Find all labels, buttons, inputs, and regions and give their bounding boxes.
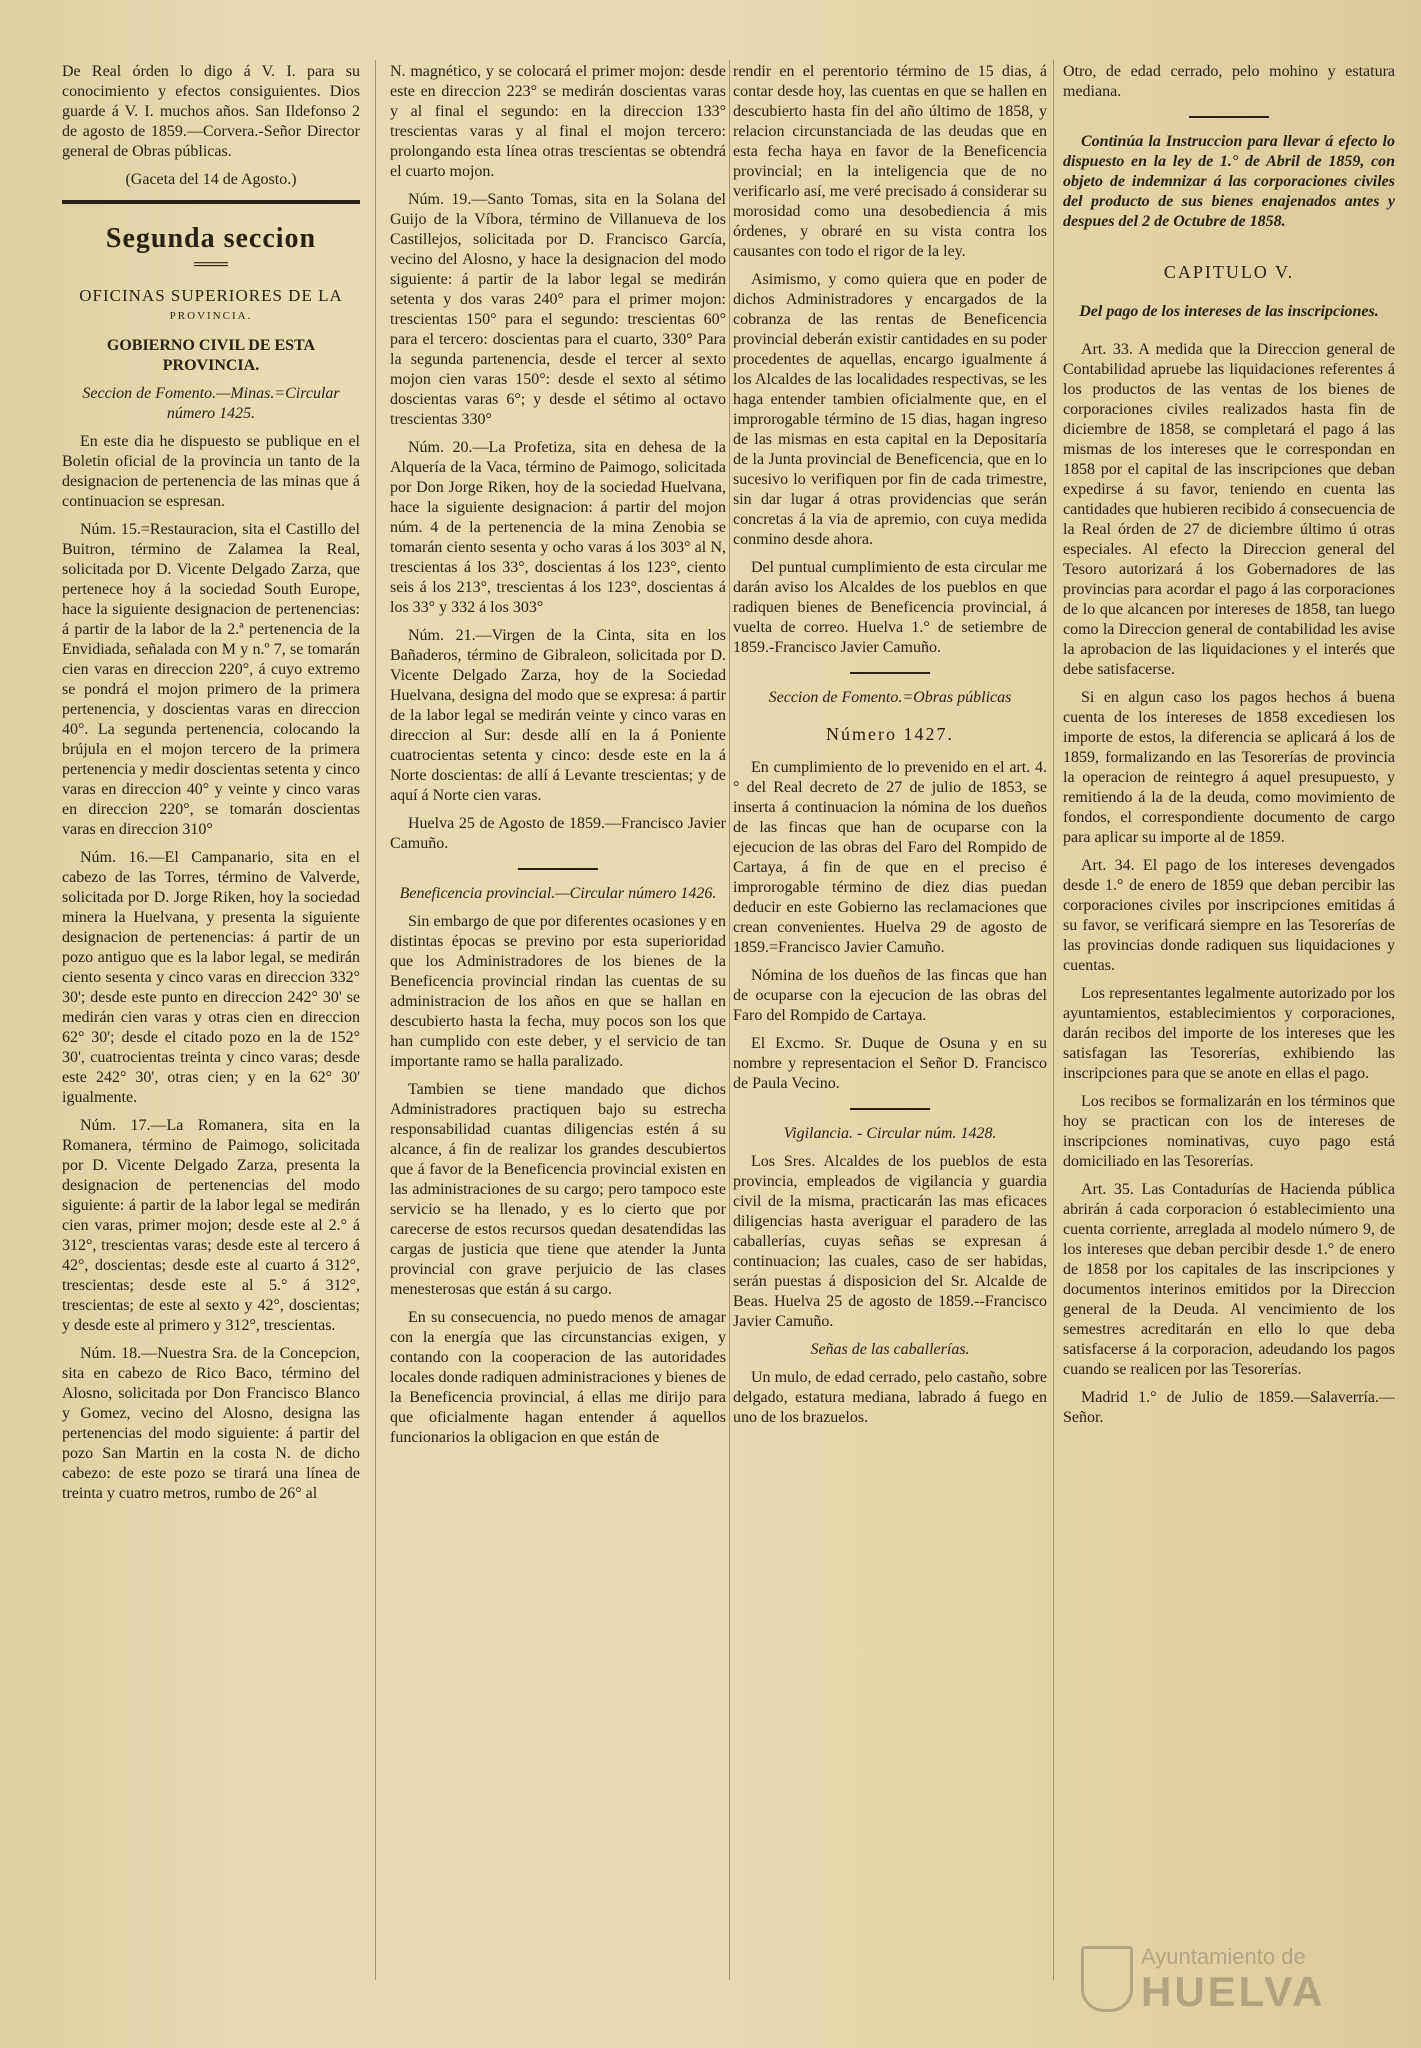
paragraph: Núm. 21.—Virgen de la Cinta, sita en los Bañaderos, término de Gibraleon, solicitada por D. Vicente Delgado Zarza, hoy de la Sociedad Huelvana, designa del modo que se expresa: á partir de la labor legal se medirán veinte y cinco varas en direccion al Sur: desde allí en la á Poniente cuatrocientas setenta y cinco: desde este en la á Norte doscientas: de allí á Levante trescientas; y de aquí á Norte cien varas. bbox=[390, 627, 726, 804]
paragraph: De Real órden lo digo á V. I. para su conocimiento y efectos consiguientes. Dios guarde á V. I. muchos años. San Ildefonso 2 de agosto de 1859.—Corvera.-Señor Director general de Obras públicas. bbox=[62, 63, 360, 160]
paragraph: Núm. 16.—El Campanario, sita en el cabezo de las Torres, término de Valverde, solicitada por D. Jorge Riken, hoy la sociedad minera la Huelvana, y presenta la siguiente designacion de pertenencias: á partir de un pozo antiguo que es la labor legal, se medirán ciento sesenta y cinco varas en direccion 332° 30'; desde este punto en direccion 242° 30' se medirán cien varas y otras cien en direccion 62° 30'; desde el citado pozo en la de 152° 30', cuatrocientas treinta y cinco varas; desde este 242° 30', otras cien; y en la 62° 30' igualmente. bbox=[62, 849, 360, 1106]
horizontal-rule bbox=[62, 200, 360, 204]
head-small: OFICINAS SUPERIORES DE LA bbox=[79, 286, 343, 305]
paragraph: Del puntual cumplimiento de esta circular me darán aviso los Alcaldes de los pueblos en que radiquen bienes de Beneficencia provincial, á vuelta de correo. Huelva 1.° de setiembre de 1859.-Francisco Javier Camuño. bbox=[733, 559, 1047, 656]
horizontal-rule bbox=[850, 1108, 930, 1110]
paragraph: rendir en el perentorio término de 15 dias, á contar desde hoy, las cuentas en que se hallen en descubierto hasta fin del año último de 1858, y relacion circunstanciada de las deudas que en esta fecha haya en favor de la Beneficencia provincial; en la inteligencia que de no verificarlo así, me veré precisado á considerar su morosidad como una desobediencia á mis órdenes, y obraré en su vista contra los causantes con todo el rigor de la ley. bbox=[733, 63, 1047, 260]
sec-title: Segunda seccion bbox=[105, 223, 317, 254]
chapter: CAPITULO V. bbox=[1163, 262, 1295, 282]
paragraph: Seccion de Fomento.—Minas.=Circular número 1425. bbox=[82, 385, 340, 422]
coat-of-arms-icon bbox=[1081, 1946, 1133, 2012]
paragraph: Vigilancia. - Circular núm. 1428. bbox=[783, 1125, 997, 1142]
paragraph: Madrid 1.° de Julio de 1859.—Salaverría.—Señor. bbox=[1063, 1389, 1395, 1426]
paragraph: GOBIERNO CIVIL DE ESTA PROVINCIA. bbox=[106, 337, 316, 374]
watermark-line-2: HUELVA bbox=[1141, 1968, 1326, 2015]
paragraph: Núm. 19.—Santo Tomas, sita en la Solana del Guijo de la Víbora, término de Villanueva de los Castillejos, solicitada por D. Francisco García, vecino del Alosno, y hace la designacion del modo siguiente: á partir de la labor legal se medirán setenta y dos varas 240° para el primer mojon: trescientas 150° para el segundo: trescientas 60° para el tercero: doscientas para el cuarto, 330° Para la segunda partenencia, desde el tercer al sexto mojon cien varas 150°: desde el sexto al sétimo doscientas varas 6°; y desde el sétimo al octavo trescientas 330° bbox=[390, 191, 726, 428]
paragraph: Los representantes legalmente autorizado por los ayuntamientos, establecimientos y corporaciones, darán recibos del importe de los intereses que les satisfagan las Tesorerías, exhibiendo las inscripciones para que se anote en ellas el pago. bbox=[1063, 985, 1395, 1082]
paragraph: En su consecuencia, no puedo menos de amagar con la energía que las circunstancias exigen, y contando con la cooperacion de las autoridades locales donde radiquen administraciones y bienes de la Beneficencia provincial, á ellas me dirijo para que oficialmente hagan entender á aquellos funcionarios la obligacion en que están de bbox=[390, 1309, 726, 1446]
column-divider bbox=[729, 60, 730, 1980]
paragraph: Núm. 15.=Restauracion, sita el Castillo del Buitron, término de Zalamea la Real, solicitada por D. Vicente Delgado Zarza, que pertenece hoy á la sociedad South Europe, hace la siguiente designacion de pertenencias: á partir de la labor de la 2.ª pertenencia de la Envidiada, señalada con M y n.º 7, se tomarán cien varas en direccion 220°, á cuyo extremo se pondrá el mojon primero de la primera pertenencia, y doscientas varas en direccion 40°. La segunda pertenencia, colocando la brújula en el mojon tercero de la primera pertenencia y medir doscientas setenta y cinco varas en direccion 40° y veinte y cinco varas en direccion 220°, se tomarán doscientas varas en direccion 310° bbox=[62, 521, 360, 838]
paragraph: Seccion de Fomento.=Obras públicas bbox=[768, 689, 1012, 706]
column-divider bbox=[375, 60, 376, 1980]
paragraph: Señas de las caballerías. bbox=[810, 1341, 970, 1358]
horizontal-rule bbox=[1189, 116, 1269, 118]
paragraph: Si en algun caso los pagos hechos á buena cuenta de los intereses de 1858 excediesen los importe de estos, la diferencia se aplicará á los de 1859, formalizando en las Tesorerías de provincia la operacion de reintegro á aquel presupuesto, y remitiendo á la de la deuda, como movimiento de fondos, el correspondiente documento de cargo para aplicar su importe al de 1859. bbox=[1063, 689, 1395, 846]
spacer bbox=[1063, 330, 1395, 340]
paragraph: Núm. 20.—La Profetiza, sita en dehesa de la Alquería de la Vaca, término de Paimogo, solicitada por Don Jorge Riken, hoy de la sociedad Huelvana, hace la siguiente designacion: á partir del mojon núm. 4 de la pertenencia de la mina Zenobia se tomarán ciento sesenta y ocho varas á los 303° al N, trescientas á los 33°, doscientas á los 123°, ciento seis á los 213°, trescientas á los 123°, doscientas á los 33° y 332 á los 303° bbox=[390, 439, 726, 616]
horizontal-rule bbox=[850, 672, 930, 674]
orn: ═══ bbox=[193, 256, 228, 273]
paragraph: Otro, de edad cerrado, pelo mohino y estatura mediana. bbox=[1063, 63, 1395, 100]
paragraph: Huelva 25 de Agosto de 1859.—Francisco Javier Camuño. bbox=[390, 815, 726, 852]
archive-watermark bbox=[1081, 1938, 1341, 2018]
horizontal-rule bbox=[518, 868, 598, 870]
paragraph: Núm. 17.—La Romanera, sita en la Romanera, término de Paimogo, solicitada por D. Vicente Delgado Zarza, presenta la designacion de pertenencias del modo siguiente: á partir de la labor legal se medirán cien varas, primer mojon; desde este al 2.° á 312°, trescientas varas; desde este al tercero á 42°, doscientas; desde este al cuarto á 312°, trescientas; desde este al 5.° á 312°, trescientas; de este al sexto y 42°, doscientas; y desde este al primero y 312°, trescientas. bbox=[62, 1117, 360, 1334]
column-4 bbox=[1063, 62, 1395, 2037]
paragraph: Art. 35. Las Contadurías de Hacienda pública abrirán á cada corporacion ó establecimiento una cuenta corriente, arreglada al modelo número 9, de los intereses que deban percibir desde 1.° de enero de 1858 por los capitales de las inscripciones y documentos interinos emitidos por la Direccion general de la Deuda. Al vencimiento de los semestres acreditarán en ello lo que deba satisfacerse á la corporacion, adeudando los pagos cuando se realicen por las Tesorerías. bbox=[1063, 1181, 1395, 1378]
watermark-line-1: Ayuntamiento de bbox=[1141, 1944, 1306, 1969]
paragraph: En este dia he dispuesto se publique en el Boletin oficial de la provincia un tanto de la designacion de pertenencia de las minas que á continuacion se espresan. bbox=[62, 433, 360, 510]
paragraph: Un mulo, de edad cerrado, pelo castaño, sobre delgado, estatura mediana, labrado á fuego en uno de los brazuelos. bbox=[733, 1369, 1047, 1426]
paragraph: Sin embargo de que por diferentes ocasiones y en distintas épocas se previno por esta superioridad que los Administradores de los bienes de la Beneficencia provincial rindan las cuentas de su administracion de los años en que se hallan en descubierto hasta la fecha, muy pocos son los que han cumplido con este deber, y el servicio de tan importante ramo se halla paralizado. bbox=[390, 913, 726, 1070]
paragraph: N. magnético, y se colocará el primer mojon: desde este en direccion 223° se medirán doscientas varas y al final el segundo: en la direccion 133° trescientas varas y al final el mojon tercero: prolongando esta línea otras trescientas se obtendrá el cuarto mojon. bbox=[390, 63, 726, 180]
column-divider bbox=[1053, 60, 1054, 1980]
column-3 bbox=[733, 62, 1047, 2037]
column-2 bbox=[390, 62, 726, 2037]
head-tiny: PROVINCIA. bbox=[169, 310, 253, 322]
paragraph: Art. 34. El pago de los intereses devengados desde 1.° de enero de 1859 que deban percibir las corporaciones civiles por inscripciones emitidas á su favor, se verificará siempre en las Tesorerías de las provincias donde radiquen sus liquidaciones y cuentas. bbox=[1063, 857, 1395, 974]
column-1 bbox=[62, 62, 360, 2037]
paragraph: En cumplimiento de lo prevenido en el art. 4.° del Real decreto de 27 de julio de 1853, se inserta á continuacion la nómina de los dueños de las fincas que han de ocuparse con la ejecucion de las obras del Faro del Rompido de Cartaya, á fin de que en el preciso é improrogable término de diez dias puedan deducir en este Gobierno las reclamaciones que crean convenientes. Huelva 29 de agosto de 1859.=Francisco Javier Camuño. bbox=[733, 759, 1047, 956]
paragraph: Núm. 18.—Nuestra Sra. de la Concepcion, sita en cabezo de Rico Baco, término del Alosno, solicitada por Don Francisco Blanco y Gomez, vecino del Alosno, designa las pertenencias del modo siguiente: á partir del pozo San Martin en la costa N. de dicho cabezo: de este pozo se tirará una línea de treinta y cuatro metros, rumbo de 26° al bbox=[62, 1345, 360, 1502]
paragraph: Continúa la Instruccion para llevar á efecto lo dispuesto en la ley de 1.° de Abril de 1859, con objeto de indemnizar á las corporaciones civiles del producto de sus bienes enajenados antes y despues del 2 de Octubre de 1858. bbox=[1063, 133, 1395, 230]
paragraph: Art. 33. A medida que la Direccion general de Contabilidad apruebe las liquidaciones referentes á los productos de las ventas de los bienes de corporaciones civiles realizados hasta fin de diciembre de 1858, se completará el pago á las mismas de los intereses que le correspondan en 1858 por el capital de las inscripciones que deban expedirse á su favor, teniendo en cuenta las cantidades que hubieren recibido á consecuencia de la Real órden de 27 de diciembre último ú otras especiales. Al efecto la Direccion general del Tesoro autorizará á los Gobernadores de las provincias para acordar el pago á las corporaciones de lo que alcancen por intereses de 1858, tan luego como la Direccion general de contabilidad les avise la aprobacion de las liquidaciones y el interés que debe satisfacerse. bbox=[1063, 341, 1395, 678]
paragraph: El Excmo. Sr. Duque de Osuna y en su nombre y representacion el Señor D. Francisco de Paula Vecino. bbox=[733, 1035, 1047, 1092]
paragraph: Los recibos se formalizarán en los términos que hoy se practican con los de intereses de inscripciones nominativas, cuyo pago está domiciliado en las Tesorerías. bbox=[1063, 1093, 1395, 1170]
paragraph: Nómina de los dueños de las fincas que han de ocuparse con la ejecucion de las obras del Faro del Rompido de Cartaya. bbox=[733, 967, 1047, 1024]
paragraph: Beneficencia provincial.—Circular número 1426. bbox=[399, 885, 717, 902]
paragraph: Asimismo, y como quiera que en poder de dichos Administradores y encargados de la cobranza de las rentas de Beneficencia provincial deberán existir cantidades en su poder procedentes de aquellas, encargo igualmente á los Alcaldes de las localidades respectivas, se les haga entender tambien oficialmente que, en el improrogable término de 15 dias, hagan ingreso de las mismas en esta capital en la Depositaría de la Junta provincial de Beneficencia, que en lo sucesivo lo verifiquen por fin de cada trimestre, sin dar lugar á otras providencias que serán concretas á la via de apremio, con cuya medida conmino desde ahora. bbox=[733, 271, 1047, 548]
num-title: Número 1427. bbox=[826, 724, 954, 744]
paragraph: Del pago de los intereses de las inscripciones. bbox=[1079, 303, 1379, 320]
paragraph: (Gaceta del 14 de Agosto.) bbox=[125, 171, 297, 188]
paragraph: Los Sres. Alcaldes de los pueblos de esta provincia, empleados de vigilancia y guardia civil de la misma, practicarán las mas eficaces diligencias hasta averiguar el paradero de las caballerías, cuyas señas se expresan á continuacion; las cuales, caso de ser habidas, serán puestas á disposicion del Sr. Alcalde de Beas. Huelva 25 de agosto de 1859.--Francisco Javier Camuño. bbox=[733, 1153, 1047, 1330]
paragraph: Tambien se tiene mandado que dichos Administradores practiquen bajo su estrecha responsabilidad cuantas diligencias estén á su alcance, á fin de realizar los grandes descubiertos que á favor de la Beneficencia provincial existen en las administraciones de su cargo; pero tampoco este servicio se ha llenado, y es lo cierto que por carecerse de estos recursos quedan desatendidas las cargas de justicia que tiene que atender la Junta provincial con grave perjuicio de las clases menesterosas que están á su cargo. bbox=[390, 1081, 726, 1298]
